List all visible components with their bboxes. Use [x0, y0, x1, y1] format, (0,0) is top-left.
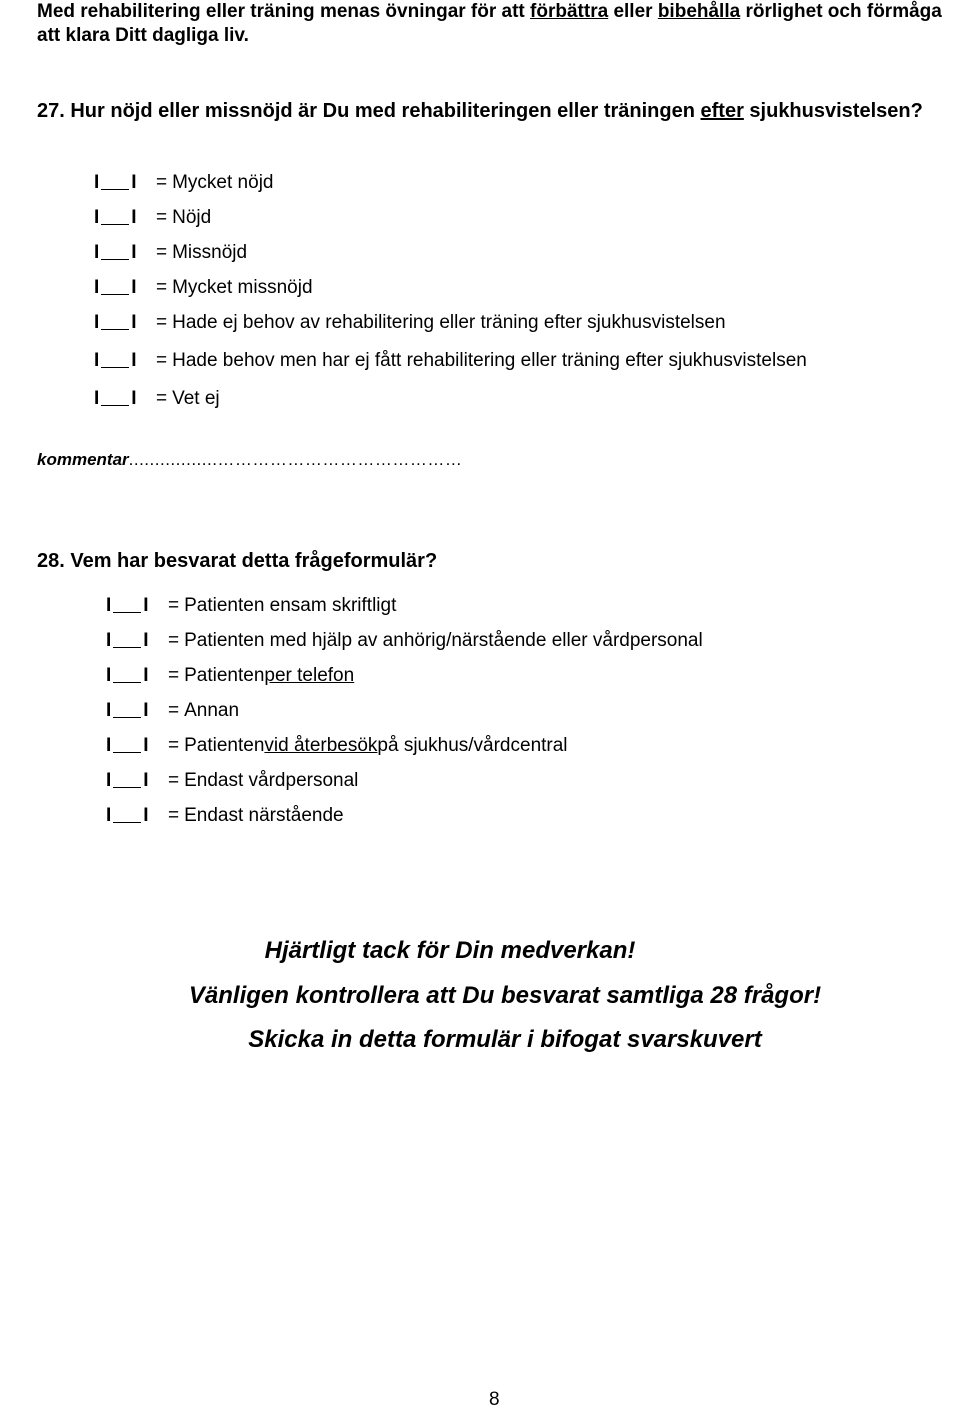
equals-sign: =	[156, 277, 168, 298]
equals-sign: =	[156, 172, 168, 193]
intro-underline-bibehalla: bibehålla	[657, 1, 741, 22]
option-label: Patienten ensam skriftligt	[184, 595, 397, 616]
equals-sign: =	[168, 735, 180, 756]
q27-title-post: sjukhusvistelsen?	[743, 100, 923, 122]
equals-sign: =	[168, 700, 180, 721]
q27-option	[94, 277, 807, 312]
equals-sign: =	[168, 770, 180, 791]
equals-sign: =	[156, 312, 168, 333]
answer-checkbox[interactable]: I I	[106, 735, 149, 756]
q28-option	[106, 735, 703, 770]
q28-option	[106, 770, 703, 805]
answer-checkbox[interactable]: I I	[106, 700, 149, 721]
q28-option	[106, 700, 703, 735]
equals-sign: =	[168, 665, 180, 686]
equals-sign: =	[156, 350, 168, 371]
q28-option	[106, 665, 703, 700]
q28-option	[106, 805, 703, 840]
option-label: Patienten	[184, 665, 265, 686]
closing-send-instruction: Skicka in detta formulär i bifogat svarskuvert	[248, 1026, 762, 1053]
equals-sign: =	[168, 630, 180, 651]
option-label: Mycket nöjd	[172, 172, 274, 193]
intro-text	[37, 0, 957, 48]
answer-checkbox[interactable]: I I	[94, 277, 137, 298]
answer-checkbox[interactable]: I I	[106, 805, 149, 826]
option-label: Endast vårdpersonal	[184, 770, 359, 791]
closing-check-reminder: Vänligen kontrollera att Du besvarat samtliga 28 frågor!	[188, 982, 822, 1009]
option-label: Vet ej	[172, 388, 220, 409]
answer-checkbox[interactable]: I I	[106, 770, 149, 791]
comment-dotted-line: .................……………………………………	[128, 450, 463, 469]
answer-checkbox[interactable]: I I	[94, 388, 137, 409]
option-label: Mycket missnöjd	[172, 277, 313, 298]
question-28-options	[106, 595, 703, 840]
q27-option	[94, 207, 807, 242]
question-27-options	[94, 172, 807, 426]
comment-field[interactable]	[37, 450, 937, 470]
q27-option	[94, 388, 807, 426]
page-number: 8	[489, 1389, 500, 1410]
answer-checkbox[interactable]: I I	[106, 595, 149, 616]
closing-thanks: Hjärtligt tack för Din medverkan!	[264, 937, 636, 964]
q27-option	[94, 242, 807, 277]
equals-sign: =	[168, 595, 180, 616]
equals-sign: =	[156, 207, 168, 228]
question-28-title: 28. Vem har besvarat detta frågeformulär?	[37, 550, 438, 572]
answer-checkbox[interactable]: I I	[106, 665, 149, 686]
option-label-post: på sjukhus/vårdcentral	[377, 735, 568, 756]
equals-sign: =	[156, 388, 168, 409]
answer-checkbox[interactable]: I I	[94, 172, 137, 193]
intro-part1: Med rehabilitering eller träning menas övningar för att	[37, 1, 531, 22]
option-label: Annan	[184, 700, 240, 721]
intro-part2: eller	[608, 1, 658, 22]
comment-label: kommentar	[37, 450, 129, 469]
q27-option	[94, 350, 807, 388]
option-label: Patienten	[184, 735, 265, 756]
option-label: Hade ej behov av rehabilitering eller träning efter sjukhusvistelsen	[172, 312, 726, 333]
answer-checkbox[interactable]: I I	[94, 312, 137, 333]
q28-option	[106, 595, 703, 630]
option-label: Hade behov men har ej fått rehabilitering eller träning efter sjukhusvistelsen	[172, 350, 807, 371]
intro-part3: rörlighet och förmåga att klara Ditt dagliga liv.	[37, 1, 942, 46]
q27-title-underline: efter	[700, 100, 744, 122]
q27-option	[94, 312, 807, 350]
option-label: Nöjd	[172, 207, 212, 228]
option-label-underline: vid återbesök	[264, 735, 378, 756]
option-label: Endast närstående	[184, 805, 344, 826]
q27-option	[94, 172, 807, 207]
option-label-underline: per telefon	[264, 665, 355, 686]
equals-sign: =	[168, 805, 180, 826]
q27-title-pre: 27. Hur nöjd eller missnöjd är Du med rehabiliteringen eller träningen	[37, 100, 701, 122]
answer-checkbox[interactable]: I I	[106, 630, 149, 651]
option-label: Patienten med hjälp av anhörig/närstående eller vårdpersonal	[184, 630, 703, 651]
question-27-title	[37, 99, 937, 124]
option-label: Missnöjd	[172, 242, 248, 263]
answer-checkbox[interactable]: I I	[94, 242, 137, 263]
answer-checkbox[interactable]: I I	[94, 350, 137, 371]
q28-option	[106, 630, 703, 665]
equals-sign: =	[156, 242, 168, 263]
intro-underline-forbattra: förbättra	[530, 1, 609, 22]
answer-checkbox[interactable]: I I	[94, 207, 137, 228]
